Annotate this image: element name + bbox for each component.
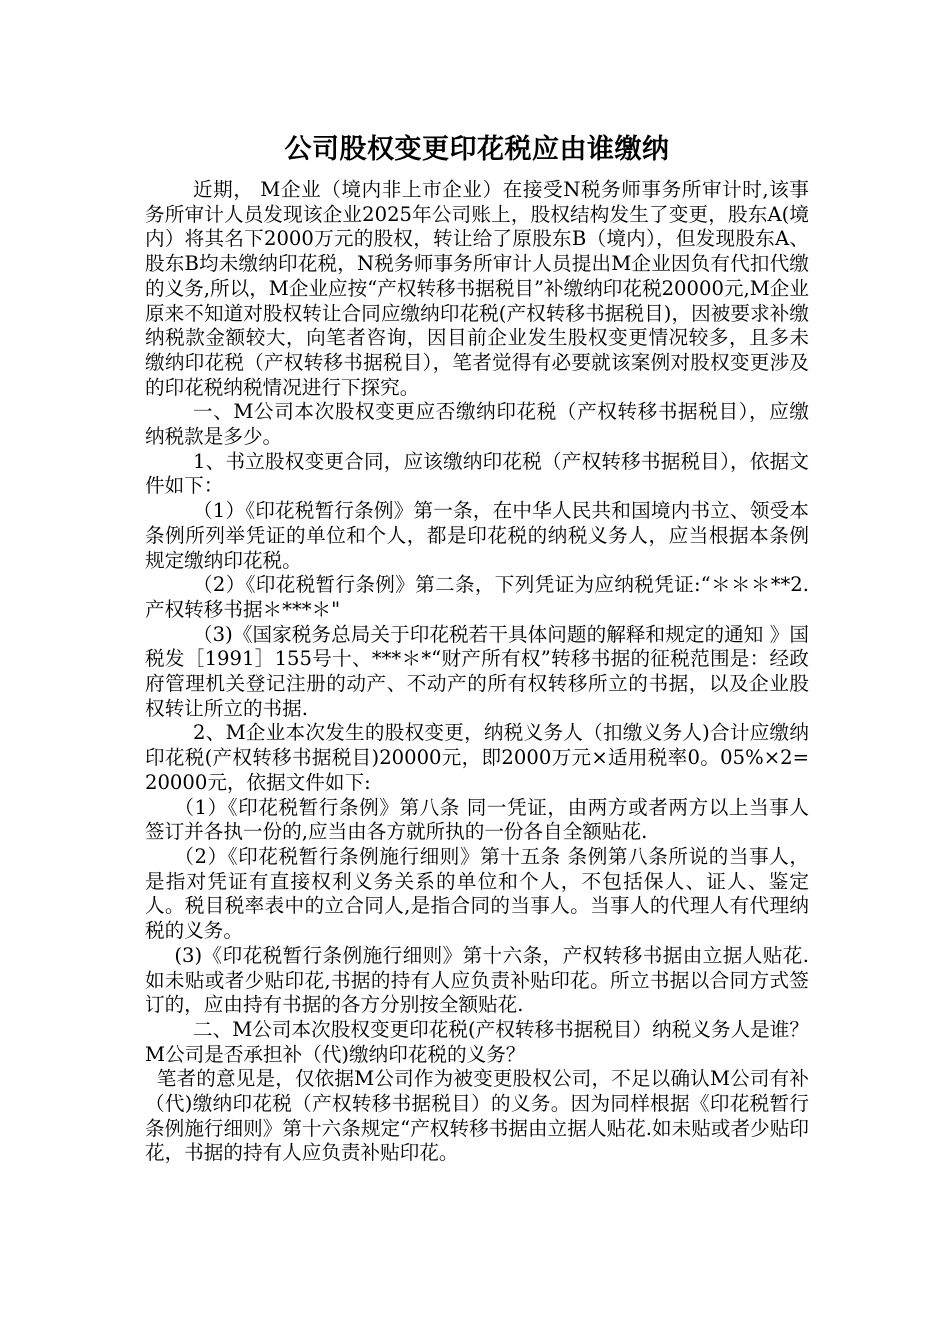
section-heading-1: 一、M公司本次股权变更应否缴纳印花税（产权转移书据税目），应缴纳税款是多少。 <box>145 400 809 449</box>
section-heading-2: 二、M公司本次股权变更印花税(产权转移书据税目）纳税义务人是谁？M公司是否承担补（代)缴纳印花税的义务？ <box>145 1017 809 1066</box>
document-title: 公司股权变更印花税应由谁缴纳 <box>284 134 670 165</box>
paragraph-intro: 近期， M企业（境内非上市企业）在接受N税务师事务所审计时,该事务所审计人员发现该企业2025年公司账上，股权结构发生了变更，股东A(境内）将其名下2000万元的股权，转让给了原股东B（境内），但发现股东A、股东B均未缴纳印花税，N税务师事务所审计人员提出M企业因负有代扣代缴的义务,所以，M企业应按“产权转移书据税目”补缴纳印花税20000元,M企业原来不知道对股权转让合同应缴纳印花税(产权转移书据税目)，因被要求补缴纳税款金额较大，向笔者咨询，因目前企业发生股权变更情况较多，且多未缴纳印花税（产权转移书据税目），笔者觉得有必要就该案例对股权变更涉及的印花税纳税情况进行下探究。 <box>145 178 809 399</box>
legal-basis-item: （1）《印花税暂行条例》第一条，在中华人民共和国境内书立、领受本条例所列举凭证的单位和个人，都是印花税的纳税义务人，应当根据本条例规定缴纳印花税。 <box>145 499 809 572</box>
subsection-heading-1: 1、书立股权变更合同，应该缴纳印花税（产权转移书据税目），依据文件如下： <box>145 449 809 498</box>
legal-basis-item: （2）《印花税暂行条例》第二条，下列凭证为应纳税凭证:“＊＊＊**2.产权转移书据＊***＊" <box>145 573 809 621</box>
legal-basis-item: （2）《印花税暂行条例施行细则》第十五条 条例第八条所说的当事人，是指对凭证有直接权利义务关系的单位和个人，不包括保人、证人、鉴定人。税目税率表中的立合同人,是指合同的当事人。当事人的代理人有代理纳税的义务。 <box>145 844 809 943</box>
legal-basis-item: （1）《印花税暂行条例》第八条 同一凭证，由两方或者两方以上当事人签订并各执一份的,应当由各方就所执的一份各自全额贴花. <box>145 795 809 844</box>
paragraph-opinion: 笔者的意见是，仅依据M公司作为被变更股权公司，不足以确认M公司有补（代)缴纳印花税（产权转移书据税目）的义务。因为同样根据《印花税暂行条例施行细则》第十六条规定“产权转移书据由立据人贴花.如未贴或者少贴印花，书据的持有人应负责补贴印花。 <box>145 1067 809 1165</box>
legal-basis-item: （3)《国家税务总局关于印花税若干具体问题的解释和规定的通知 》国税发［1991］155号十、***＊*“财产所有权”转移书据的征税范围是：经政府管理机关登记注册的动产、不动产的所有权转移所立的书据，以及企业股权转让所立的书据. <box>145 622 809 720</box>
legal-basis-item: (3)《印花税暂行条例施行细则》第十六条，产权转移书据由立据人贴花.如未贴或者少贴印花,书据的持有人应负责补贴印花。所立书据以合同方式签订的，应由持有书据的各方分别按全额贴花. <box>145 943 809 1017</box>
document-body <box>145 128 809 1166</box>
subsection-heading-2: 2、M企业本次发生的股权变更，纳税义务人（扣缴义务人)合计应缴纳印花税(产权转移书据税目)20000元，即2000万元×适用税率0。05%×2=20000元，依据文件如下: <box>145 721 809 794</box>
